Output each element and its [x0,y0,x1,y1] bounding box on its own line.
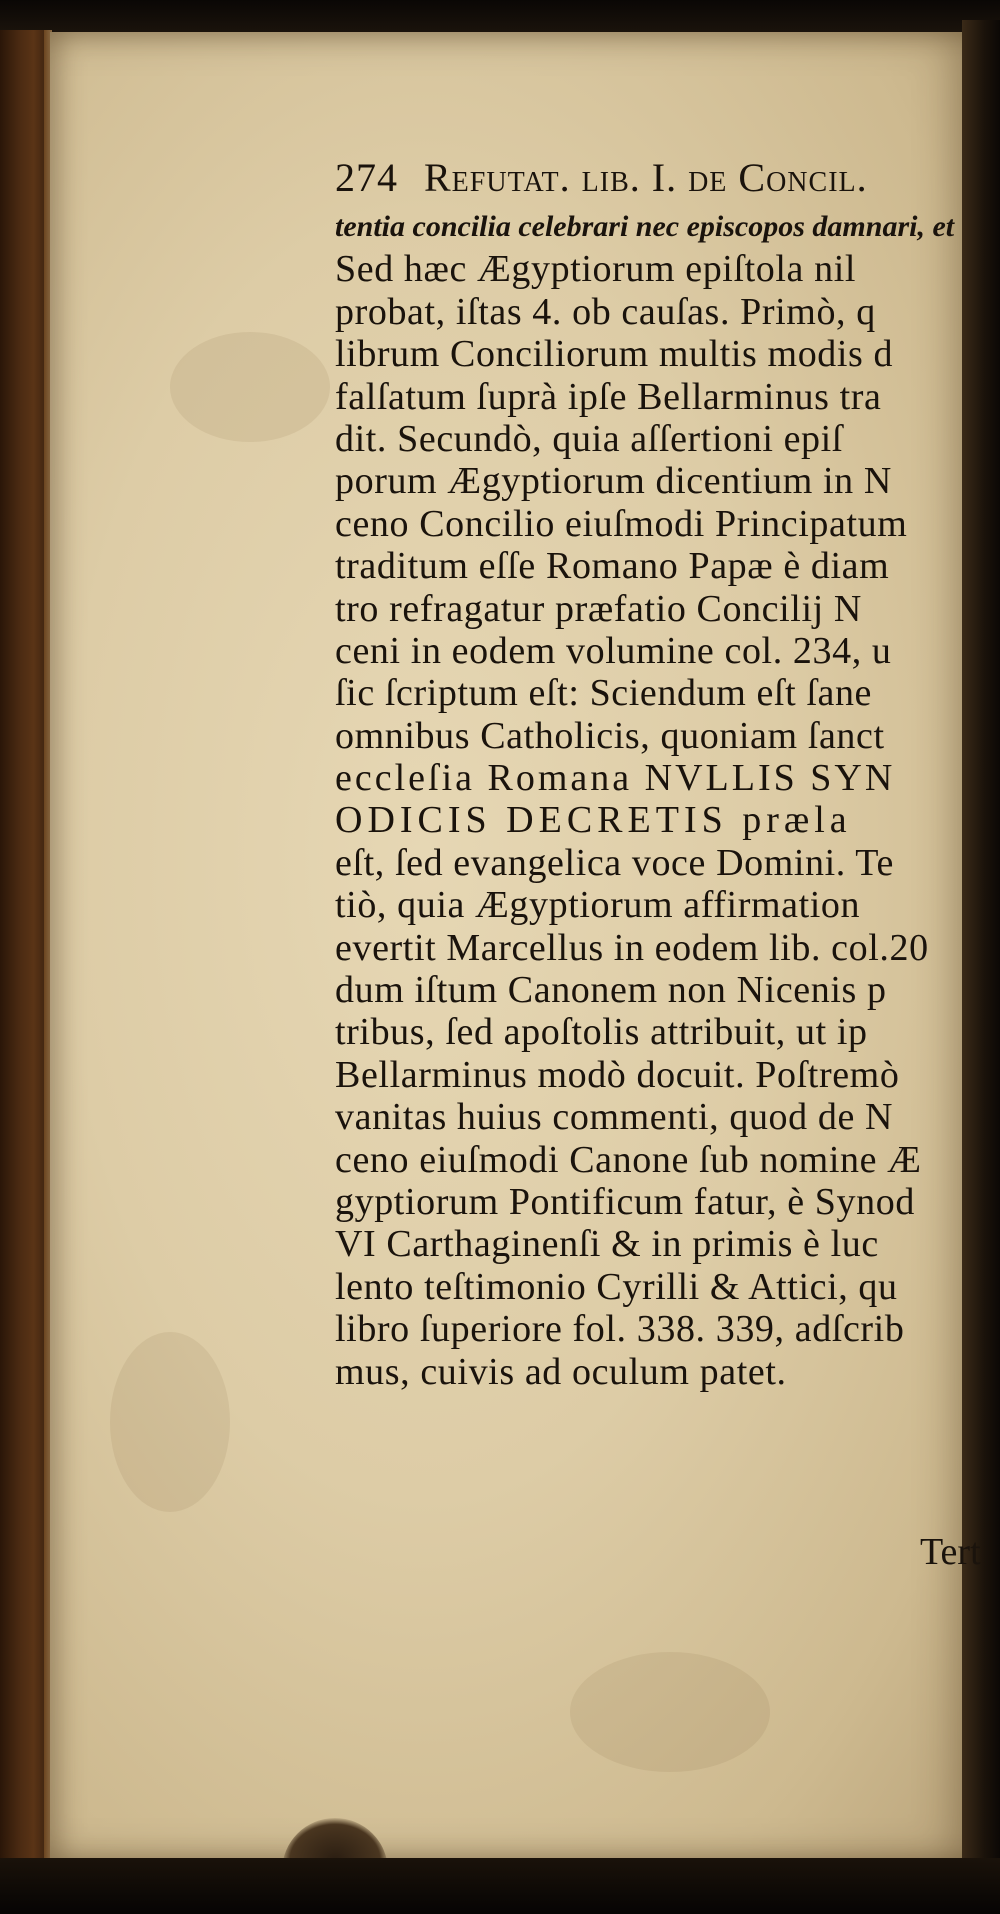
text-line: eſt, ſed evangelica voce Domini. Te [335,841,894,884]
text-line: lento teſtimonio Cyrilli & Attici, qu [335,1265,898,1308]
bottom-shadow-band [0,1858,1000,1914]
text-line: mus, cuivis ad oculum patet. [335,1350,787,1393]
page-text [335,150,975,1393]
text-line: tentia concilia celebrari nec episcopos damnari, et [335,210,955,243]
text-line: dit. Secundò, quia aſſertioni epiſ [335,417,843,460]
text-line: librum Conciliorum multis modis d [335,333,894,376]
text-line: traditum eſſe Romano Papæ è diam [335,545,890,588]
text-line: libro ſuperiore fol. 338. 339, adſcrib [335,1308,905,1351]
page-number: 274 [335,155,398,200]
text-line: tro refragatur præfatio Concilij N [335,587,862,630]
text-line: VI Carthaginenſi & in primis è luc [335,1223,879,1266]
paper-stain [110,1332,230,1512]
text-line: ceno eiuſmodi Canone ſub nomine Æ [335,1138,922,1181]
text-line: ceni in eodem volumine col. 234, u [335,629,892,672]
text-line: Bellarminus modò docuit. Poſtremò [335,1053,900,1096]
text-line: porum Ægyptiorum dicentium in N [335,460,892,503]
text-line: Sed hæc Ægyptiorum epiſtola nil [335,248,857,291]
paper-stain [170,332,330,442]
running-header [335,150,975,206]
book-binding [0,30,48,1880]
text-line: tribus, ſed apoſtolis attribuit, ut ip [335,1011,868,1054]
text-line: ſic ſcriptum eſt: Sciendum eſt ſane [335,672,873,715]
paper-stain [570,1652,770,1772]
text-line: dum iſtum Canonem non Nicenis p [335,969,887,1012]
top-shadow-band [0,0,1000,36]
text-line: tiò, quia Ægyptiorum affirmation [335,884,861,927]
catchword: Tert [920,1531,981,1573]
text-line: gyptiorum Pontificum fatur, è Synod [335,1180,915,1223]
text-line: omnibus Catholicis, quoniam ſanct [335,714,885,757]
text-line: ODICIS DECRETIS præla [335,799,852,842]
text-line: vanitas huius commenti, quod de N [335,1096,894,1139]
text-line: probat, iſtas 4. ob cauſas. Primò, q [335,290,876,333]
running-title: Refutat. lib. I. de Concil. [424,155,868,200]
text-line: evertit Marcellus in eodem lib. col.20 [335,926,929,969]
text-line: falſatum ſuprà ipſe Bellarminus tra [335,375,882,418]
text-line: ceno Concilio eiuſmodi Principatum [335,502,908,545]
text-line: eccleſia Romana NVLLIS SYN [335,757,896,800]
